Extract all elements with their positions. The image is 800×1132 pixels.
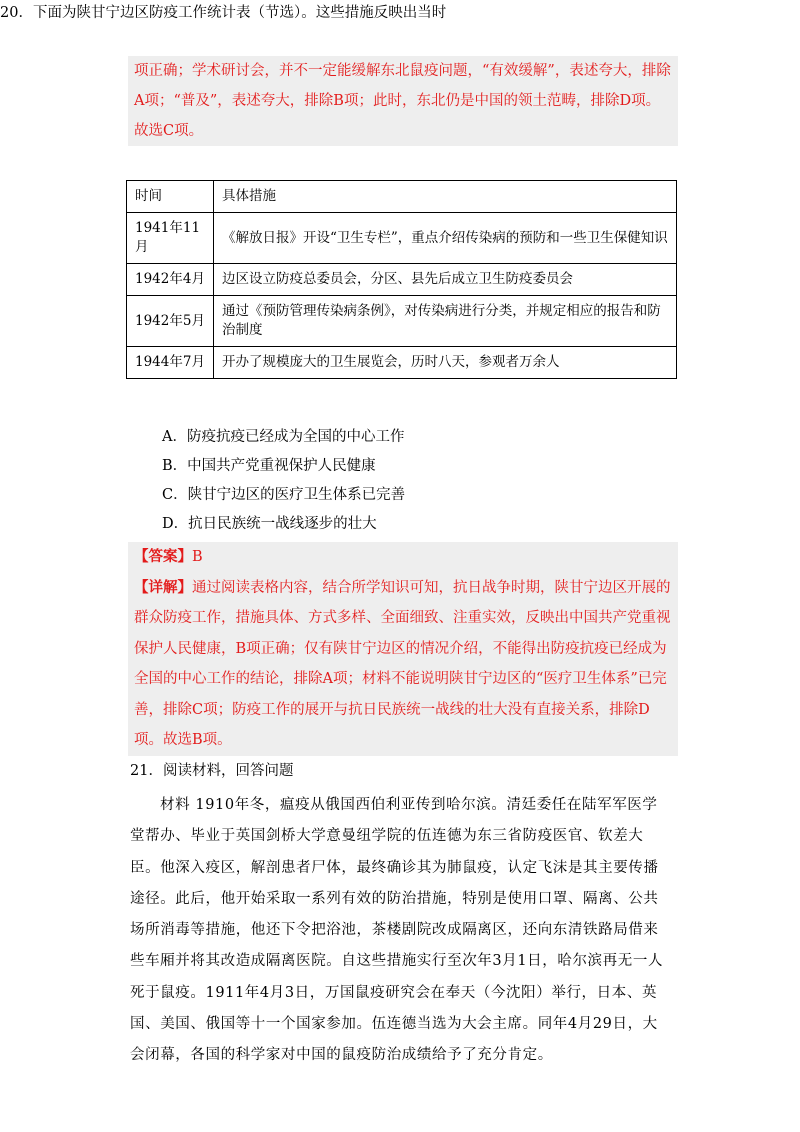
table-row <box>127 347 677 379</box>
detail-label: 【详解】 <box>134 578 192 596</box>
option-d: D．抗日民族统一战线逐步的壮大 <box>162 516 377 532</box>
table-row <box>127 296 677 347</box>
material-paragraph <box>130 790 668 1072</box>
row-time: 1942年5月 <box>127 296 214 347</box>
previous-explanation: 项正确；学术研讨会，并不一定能缓解东北鼠疫问题，“有效缓解”，表述夸大，排除A项；“普及”，表述夸大，排除B项；此时，东北仍是中国的领土范畴，排除D项。故选C项。 <box>128 56 678 146</box>
answer-line <box>134 542 672 573</box>
table-header-row <box>127 181 677 213</box>
row-measure: 通过《预防管理传染病条例》，对传染病进行分类，并规定相应的报告和防治制度 <box>214 296 677 347</box>
row-measure: 边区设立防疫总委员会，分区、县先后成立卫生防疫委员会 <box>214 264 677 296</box>
answer-block <box>128 542 678 756</box>
table-row <box>127 213 677 264</box>
detail-paragraph <box>134 573 672 756</box>
row-measure: 《解放日报》开设“卫生专栏”，重点介绍传染病的预防和一些卫生保健知识 <box>214 213 677 264</box>
question-21-stem: 21．阅读材料，回答问题 <box>130 763 294 779</box>
option-a: A．防疫抗疫已经成为全国的中心工作 <box>162 429 405 445</box>
answer-value: B <box>192 549 203 565</box>
detail-text: 通过阅读表格内容，结合所学知识可知，抗日战争时期，陕甘宁边区开展的群众防疫工作，措施具体、方式多样、全面细致、注重实效，反映出中国共产党重视保护人民健康，B项正确；仅有陕甘宁边区的情况介绍，不能得出防疫抗疫已经成为全国的中心工作的结论，排除A项；材料不能说明陕甘宁边区的“医疗卫生体系”已完善，排除C项；防疫工作的展开与抗日民族统一战线的壮大没有直接关系，排除D项。故选B项。 <box>134 579 671 748</box>
option-c: C．陕甘宁边区的医疗卫生体系已完善 <box>162 487 406 503</box>
header-measures: 具体措施 <box>214 181 677 213</box>
answer-label: 【答案】 <box>134 548 192 565</box>
epidemic-prevention-table <box>126 180 677 379</box>
material-text: 材料 1910年冬，瘟疫从俄国西伯利亚传到哈尔滨。清廷委任在陆军军医学堂帮办、毕业于英国剑桥大学意曼纽学院的伍连德为东三省防疫医官、钦差大臣。他深入疫区，解剖患者尸体，最终确诊其为肺鼠疫，认定飞沫是其主要传播途径。此后，他开始采取一系列有效的防治措施，特别是使用口罩、隔离、公共场所消毒等措施，他还下令把浴池，茶楼剧院改成隔离区，还向东清铁路局借来些车厢并将其改造成隔离医院。自这些措施实行至次年3月1日，哈尔滨再无一人死于鼠疫。1911年4月3日，万国鼠疫研究会在奉天（今沈阳）举行，日本、英国、美国、俄国等十一个国家参加。伍连德当选为大会主席。同年4月29日，大会闭幕，各国的科学家对中国的鼠疫防治成绩给予了充分肯定。 <box>130 797 664 1064</box>
row-measure: 开办了规模庞大的卫生展览会，历时八天，参观者万余人 <box>214 347 677 379</box>
option-b: B．中国共产党重视保护人民健康 <box>162 458 376 474</box>
row-time: 1944年7月 <box>127 347 214 379</box>
header-time: 时间 <box>127 181 214 213</box>
table-row <box>127 264 677 296</box>
row-time: 1941年11月 <box>127 213 214 264</box>
question-20-stem: 20．下面为陕甘宁边区防疫工作统计表（节选）。这些措施反映出当时 <box>0 5 447 21</box>
row-time: 1942年4月 <box>127 264 214 296</box>
